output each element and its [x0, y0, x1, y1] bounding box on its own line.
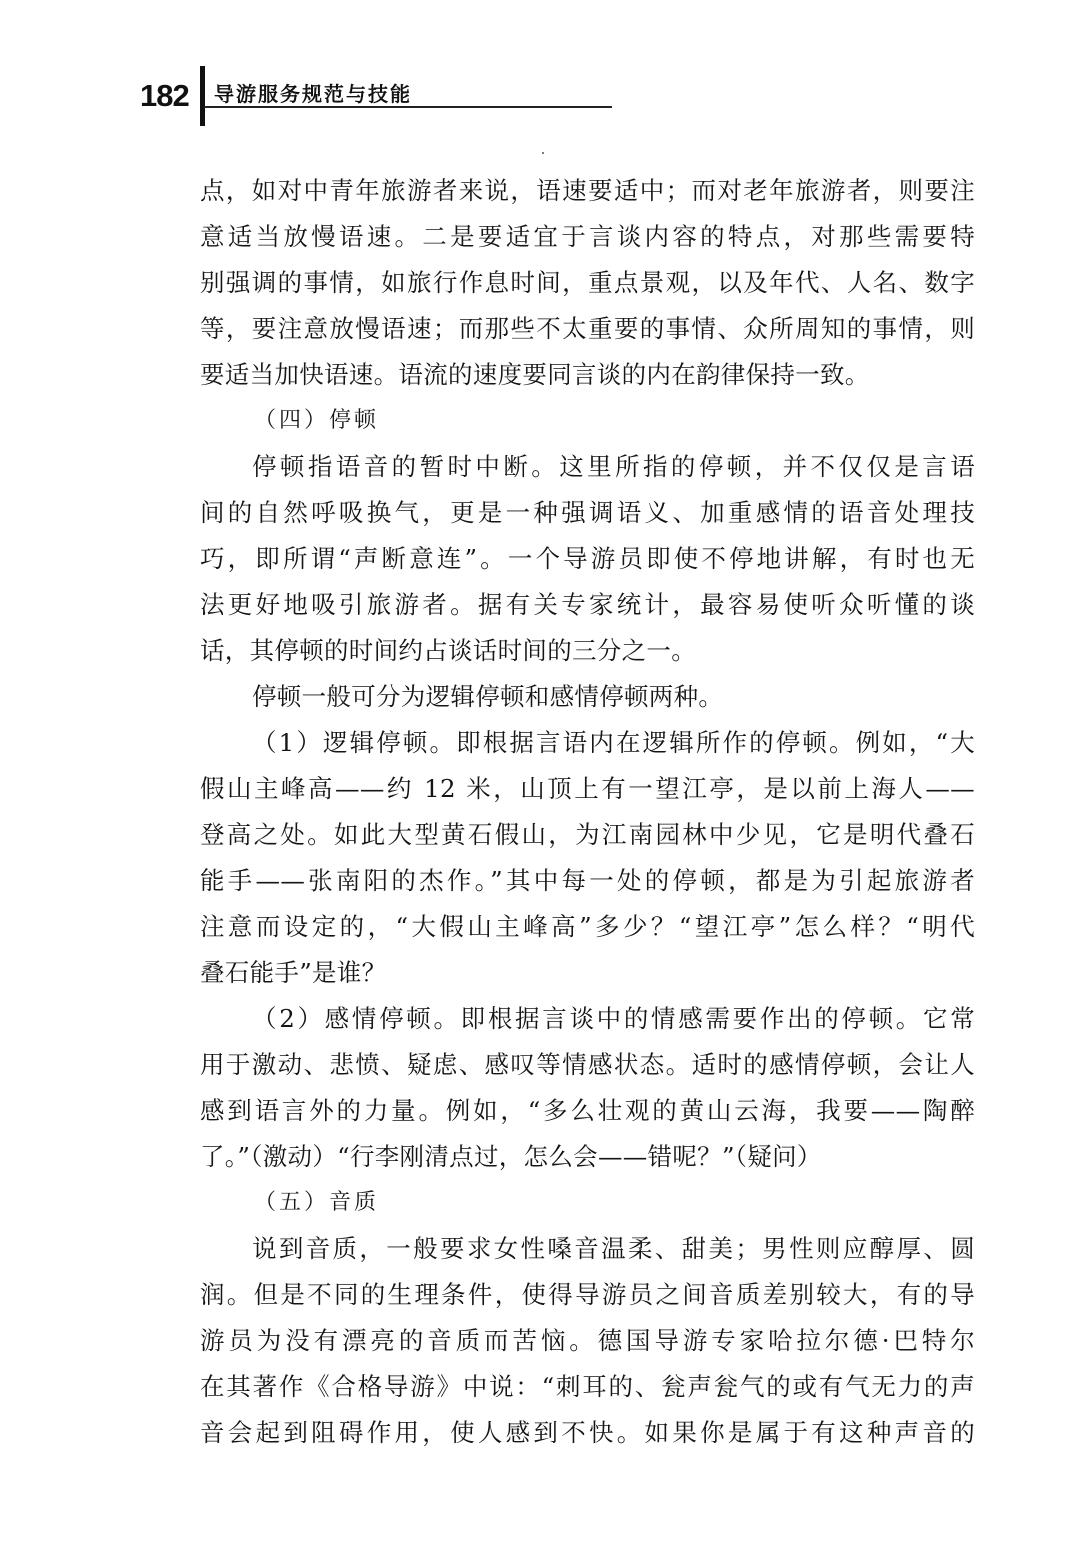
text-line: 感到语言外的力量。例如，“多么壮观的黄山云海，我要——陶醉	[200, 1096, 975, 1125]
text-line: 说到音质，一般要求女性嗓音温柔、甜美；男性则应醇厚、圆	[252, 1234, 975, 1263]
text-line: 话，其停顿的时间约占谈话时间的三分之一。	[200, 636, 696, 665]
text-line: 音会起到阻碍作用，使人感到不快。如果你是属于有这种声音的	[200, 1418, 975, 1447]
book-title: 导游服务规范与技能	[214, 82, 412, 106]
text-line: 能手——张南阳的杰作。”其中每一处的停顿，都是为引起旅游者	[200, 866, 975, 895]
text-line: 游员为没有漂亮的音质而苦恼。德国导游专家哈拉尔德·巴特尔	[200, 1326, 975, 1355]
text-line: 法更好地吸引旅游者。据有关专家统计，最容易使听众听懂的谈	[200, 590, 975, 619]
text-line: 润。但是不同的生理条件，使得导游员之间音质差别较大，有的导	[200, 1280, 975, 1309]
page-number: 182	[140, 78, 189, 113]
text-line: 叠石能手”是谁？	[200, 958, 387, 987]
text-line: 意适当放慢语速。二是要适宜于言谈内容的特点，对那些需要特	[200, 222, 975, 251]
header-rule	[204, 106, 612, 108]
text-line: 注意而设定的，“大假山主峰高”多少？“望江亭”怎么样？“明代	[200, 912, 975, 941]
text-line: 在其著作《合格导游》中说：“刺耳的、瓮声瓮气的或有气无力的声	[200, 1372, 975, 1401]
text-line: 停顿一般可分为逻辑停顿和感情停顿两种。	[252, 682, 724, 711]
section-heading: （四）停顿	[254, 408, 380, 433]
text-line: 了。”（激动）“行李刚清点过，怎么会——错呢？”（疑问）	[200, 1142, 822, 1171]
header-divider-bar	[200, 66, 205, 126]
section-heading: （五）音质	[254, 1190, 380, 1215]
text-line: 用于激动、悲愤、疑虑、感叹等情感状态。适时的感情停顿，会让人	[200, 1050, 975, 1079]
text-line: 登高之处。如此大型黄石假山，为江南园林中少见，它是明代叠石	[200, 820, 975, 849]
text-line: 等，要注意放慢语速；而那些不太重要的事情、众所周知的事情，则	[200, 314, 975, 343]
scan-speck	[542, 152, 544, 154]
text-line: 间的自然呼吸换气，更是一种强调语义、加重感情的语音处理技	[200, 498, 975, 527]
text-line: 巧，即所谓“声断意连”。一个导游员即使不停地讲解，有时也无	[200, 544, 975, 573]
running-header	[140, 64, 620, 128]
text-line: （2）感情停顿。即根据言谈中的情感需要作出的停顿。它常	[252, 1004, 975, 1033]
text-line: 要适当加快语速。语流的速度要同言谈的内在韵律保持一致。	[200, 360, 870, 389]
body-text	[200, 168, 975, 1456]
text-line: 假山主峰高——约 12 米，山顶上有一望江亭，是以前上海人——	[200, 774, 975, 803]
text-line: （1）逻辑停顿。即根据言语内在逻辑所作的停顿。例如，“大	[252, 728, 975, 757]
text-line: 点，如对中青年旅游者来说，语速要适中；而对老年旅游者，则要注	[200, 176, 975, 205]
text-line: 别强调的事情，如旅行作息时间，重点景观，以及年代、人名、数字	[200, 268, 975, 297]
text-line: 停顿指语音的暂时中断。这里所指的停顿，并不仅仅是言语	[252, 452, 975, 481]
